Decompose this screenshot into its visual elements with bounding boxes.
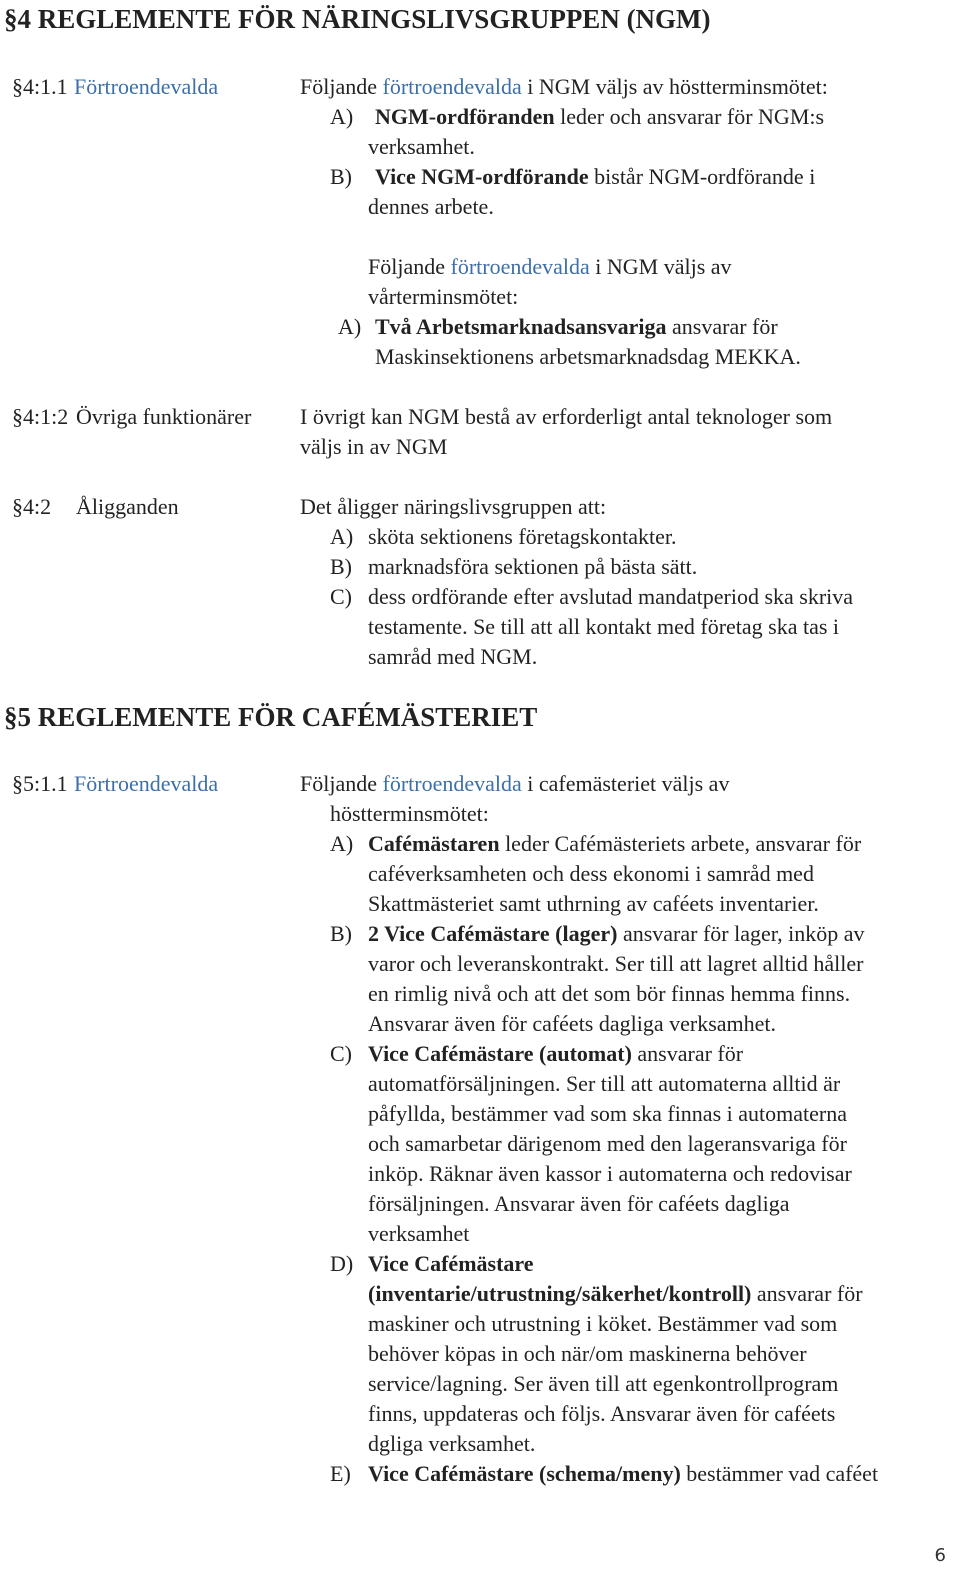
- list-item-continuation: verksamhet.: [368, 134, 475, 159]
- list-item-continuation: Maskinsektionens arbetsmarknadsdag MEKKA.: [375, 344, 801, 369]
- section-5-heading: §5 REGLEMENTE FÖR CAFÉMÄSTERIET: [4, 702, 538, 732]
- list-marker: C): [330, 584, 352, 609]
- list-item-continuation: försäljningen. Ansvarar även för caféets dagliga: [368, 1191, 790, 1216]
- list-marker: B): [330, 921, 352, 946]
- list-item: sköta sektionens företagskontakter.: [368, 524, 677, 549]
- list-item-continuation: behöver köpas in och när/om maskinerna behöver: [368, 1341, 807, 1366]
- list-item: Vice NGM-ordförande bistår NGM-ordförande i: [375, 164, 816, 189]
- list-item-continuation: maskiner och utrustning i köket. Bestämmer vad som: [368, 1311, 838, 1336]
- paragraph-intro: Följande förtroendevalda i cafemästeriet väljs av: [300, 771, 730, 796]
- list-item: 2 Vice Cafémästare (lager) ansvarar för lager, inköp av: [368, 921, 865, 946]
- list-marker: A): [338, 314, 362, 339]
- paragraph-number: §5:1.1: [12, 771, 68, 796]
- paragraph-label: Förtroendevalda: [74, 74, 219, 99]
- list-item-continuation: finns, uppdateras och följs. Ansvarar även för caféets: [368, 1401, 836, 1426]
- list-item-continuation: automatförsäljningen. Ser till att automaterna alltid är: [368, 1071, 841, 1096]
- list-item-continuation: Ansvarar även för caféets dagliga verksamhet.: [368, 1011, 777, 1036]
- paragraph-label: Åligganden: [76, 494, 179, 519]
- list-item-continuation: varor och leveranskontrakt. Ser till att lagret alltid håller: [368, 951, 864, 976]
- list-item-continuation: service/lagning. Ser även till att egenkontrollprogram: [368, 1371, 839, 1396]
- paragraph-label: Förtroendevalda: [74, 771, 219, 796]
- list-item: Cafémästaren leder Cafémästeriets arbete, ansvarar för: [368, 831, 862, 856]
- paragraph-intro-continuation: vårterminsmötet:: [368, 284, 519, 309]
- list-item: Två Arbetsmarknadsansvariga ansvarar för: [375, 314, 778, 339]
- paragraph-intro-continuation: höstterminsmötet:: [330, 801, 489, 826]
- list-item-continuation: testamente. Se till att all kontakt med företag ska tas i: [368, 614, 840, 639]
- paragraph-number: §4:1.1: [12, 74, 68, 99]
- list-item-continuation: caféverksamheten och dess ekonomi i samråd med: [368, 861, 814, 886]
- list-item: Vice Cafémästare: [368, 1251, 534, 1276]
- list-item: Vice Cafémästare (automat) ansvarar för: [368, 1041, 744, 1066]
- list-item: NGM-ordföranden leder och ansvarar för NGM:s: [375, 104, 825, 129]
- section-4-heading: §4 REGLEMENTE FÖR NÄRINGSLIVSGRUPPEN (NGM): [4, 4, 711, 34]
- paragraph-intro: Det åligger näringslivsgruppen att:: [300, 494, 607, 519]
- list-item-continuation: påfyllda, bestämmer vad som ska finnas i automaterna: [368, 1101, 847, 1126]
- list-marker: A): [330, 831, 354, 856]
- list-item-continuation: dennes arbete.: [368, 194, 494, 219]
- paragraph-text: väljs in av NGM: [300, 434, 448, 459]
- page-number: 6: [934, 1545, 946, 1566]
- list-marker: A): [330, 524, 354, 549]
- list-item-continuation: Skattmästeriet samt uthrning av caféets inventarier.: [368, 891, 819, 916]
- list-marker: C): [330, 1041, 352, 1066]
- list-item-continuation: en rimlig nivå och att det som bör finnas hemma finns.: [368, 981, 851, 1006]
- list-item-continuation: dgliga verksamhet.: [368, 1431, 536, 1456]
- list-item-continuation: samråd med NGM.: [368, 644, 538, 669]
- paragraph-text: I övrigt kan NGM bestå av erforderligt antal teknologer som: [300, 404, 833, 429]
- list-item-continuation: och samarbetar därigenom med den lageransvariga för: [368, 1131, 847, 1156]
- paragraph-label: Övriga funktionärer: [76, 404, 252, 429]
- paragraph-intro: Följande förtroendevalda i NGM väljs av höstterminsmötet:: [300, 74, 828, 99]
- list-marker: B): [330, 554, 352, 579]
- list-item: Vice Cafémästare (schema/meny) bestämmer vad caféet: [368, 1461, 879, 1486]
- paragraph-number: §4:1:2: [12, 404, 69, 429]
- list-item-continuation: inköp. Räknar även kassor i automaterna och redovisar: [368, 1161, 852, 1186]
- paragraph-number: §4:2: [12, 494, 52, 519]
- list-marker: D): [330, 1251, 354, 1276]
- list-item: dess ordförande efter avslutad mandatperiod ska skriva: [368, 584, 854, 609]
- paragraph-intro: Följande förtroendevalda i NGM väljs av: [368, 254, 732, 279]
- list-item-continuation: (inventarie/utrustning/säkerhet/kontroll) ansvarar för: [368, 1281, 863, 1306]
- list-item: marknadsföra sektionen på bästa sätt.: [368, 554, 698, 579]
- list-marker: B): [330, 164, 352, 189]
- list-marker: E): [330, 1461, 351, 1486]
- list-marker: A): [330, 104, 354, 129]
- list-item-continuation: verksamhet: [368, 1221, 470, 1246]
